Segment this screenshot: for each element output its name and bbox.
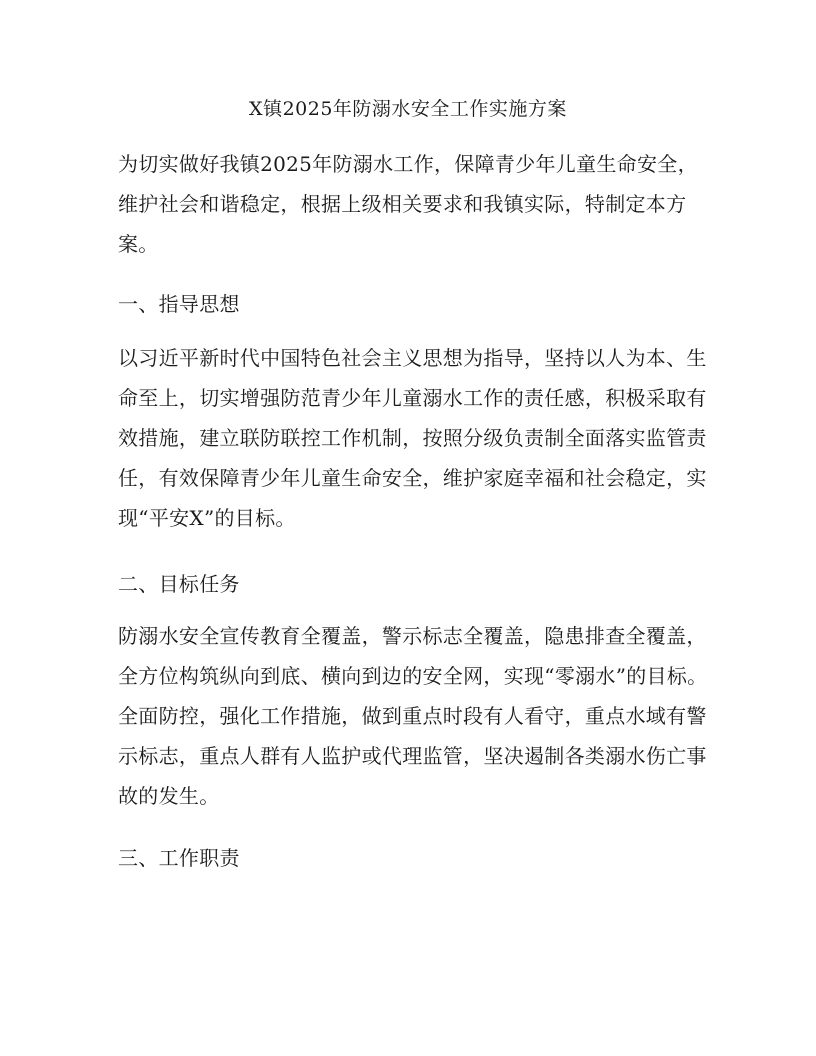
section-body-guiding-ideology: 以习近平新时代中国特色社会主义思想为指导，坚持以人为本、生命至上，切实增强防范青少年儿童溺水工作的责任感，积极采取有效措施，建立联防联控工作机制，按照分级负责制全面落实监管责任，有效保障青少年儿童生命安全，维护家庭幸福和社会稳定，实现“平安X”的目标。 [118, 346, 707, 530]
intro-paragraph: 为切实做好我镇2025年防溺水工作，保障青少年儿童生命安全，维护社会和谐稳定，根据上级相关要求和我镇实际，特制定本方案。 [118, 152, 698, 256]
section-body-goals-tasks: 防溺水安全宣传教育全覆盖，警示标志全覆盖，隐患排查全覆盖，全方位构筑纵向到底、横向到边的安全网，实现“零溺水”的目标。全面防控，强化工作措施，做到重点时段有人看守，重点水域有警示标志，重点人群有人监护或代理监管，坚决遏制各类溺水伤亡事故的发生。 [118, 624, 708, 808]
section-heading-goals-tasks: 二、目标任务 [118, 572, 240, 596]
page-title: X镇2025年防溺水安全工作实施方案 [249, 98, 567, 120]
section-heading-guiding-ideology: 一、指导思想 [118, 292, 240, 316]
section-heading-work-duties: 三、工作职责 [118, 846, 240, 870]
